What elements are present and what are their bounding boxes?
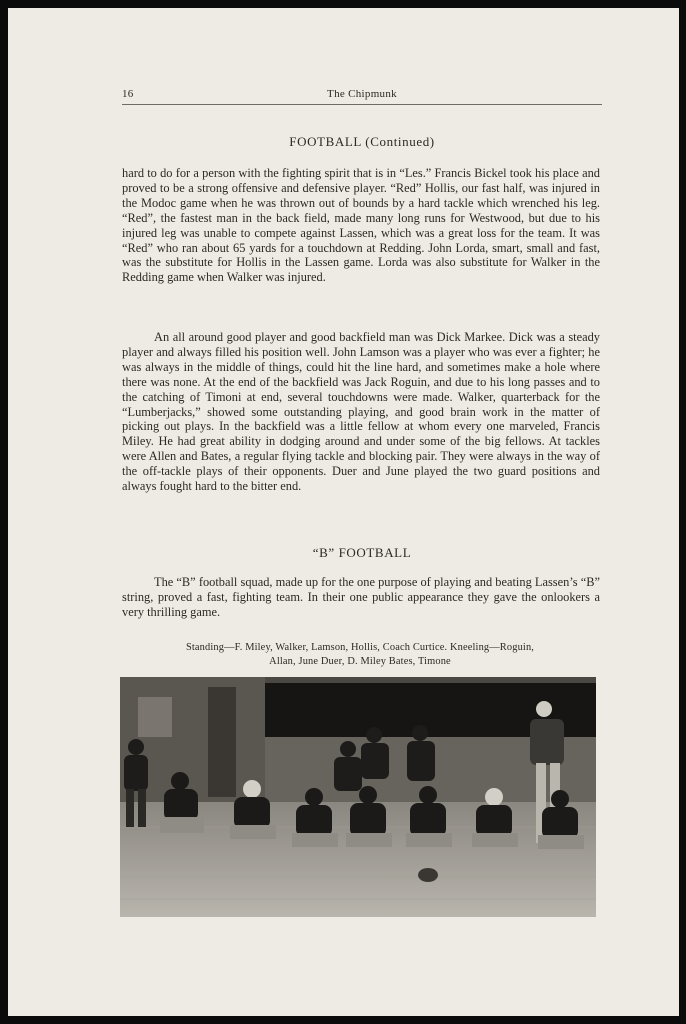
paragraph-b-squad: The “B” football squad, made up for the one purpose of playing and beating Lassen’s “B” string, proved a fast, fighting team. In their one public appearance they gave the onlookers a very thrilling game. <box>122 575 600 619</box>
photo-caption <box>118 641 602 668</box>
section-heading-b-football: “B” FOOTBALL <box>312 545 412 560</box>
caption-line-kneeling: Allan, June Duer, D. Miley Bates, Timone <box>269 655 451 667</box>
football <box>418 868 438 882</box>
section-heading-football: FOOTBALL (Continued) <box>289 134 435 149</box>
caption-line-standing: Standing—F. Miley, Walker, Lamson, Hollis, Coach Curtice. Kneeling—Roguin, <box>185 642 535 653</box>
document-page <box>8 8 679 1016</box>
page-number: 16 <box>122 88 134 100</box>
doorway <box>208 687 236 797</box>
running-header <box>122 88 602 105</box>
team-photo <box>120 677 596 917</box>
paragraph-hollis-lorda: hard to do for a person with the fighting spirit that is in “Les.” Francis Bickel took his place and proved to be a strong offensive and defensive player. “Red” Hollis, our fast half, was injured in the Modoc game when he was thrown out of bounds by a hard tackle which wrenched his leg. “Red”, the fastest man in the back field, made many long runs for Westwood, but due to his injured leg was unable to compete against Lassen, which was a great loss for the team. It was “Red” who ran about 65 yards for a touchdown at Redding. John Lorda, smart, small and fast, was the substitute for Hollis in the Lassen game. Lorda was also substitute for Walker in the Redding game when Walker was injured. <box>122 166 600 285</box>
publication-title: The Chipmunk <box>327 88 397 100</box>
paragraph-backfield: An all around good player and good backfield man was Dick Markee. Dick was a steady player and always filled his position well. John Lamson was a player who was ever a fighter; he was always in the middle of things, could hit the line hard, and sometimes make a hole where there was none. At the end of the backfield was Jack Roguin, and due to his long passes and to the catching of Timoni at end, several touchdowns were made. Walker, quarterback for the “Lumberjacks,” showed some outstanding playing, and good brain work in the matter of picking out plays. In the backfield was a little fellow at whom every one marveled, Francis Miley. He had great ability in dodging around and under some of the big fellows. At tackles were Allen and Bates, a regular flying tackle and blocking pair. They were always in the way of the off-tackle plays of their opponents. Duer and June played the two guard positions and always fought hard to the bitter end. <box>122 330 600 494</box>
window-left <box>138 697 172 737</box>
